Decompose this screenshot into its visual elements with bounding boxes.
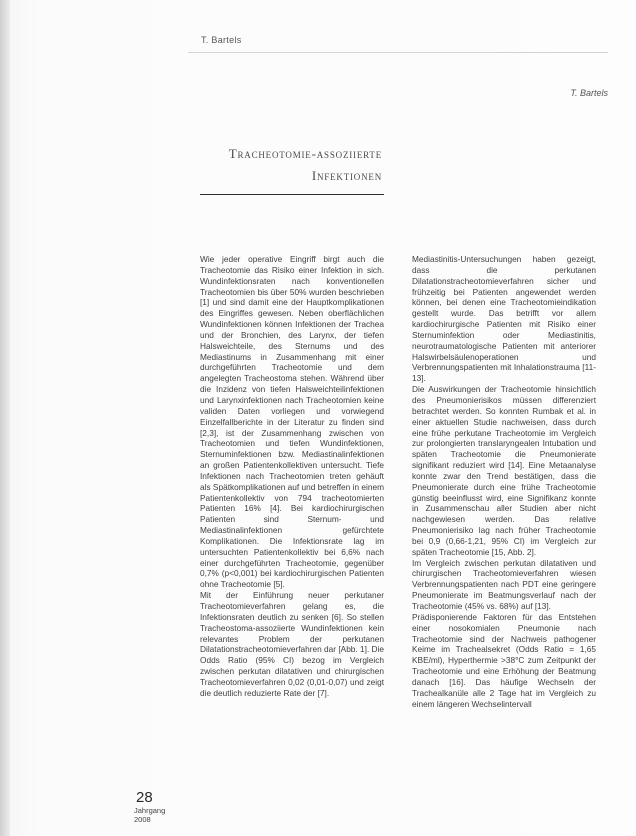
- paragraph: Mediastinitis-Untersuchungen haben gezeigt, dass die perkutanen Dilatationstracheotomieverfahren sicher und frühzeitig bei Patienten angewendet werden können, bei denen eine Tracheotomieindikation gestellt wurde. Das betrifft vor allem kardiochirurgische Patienten mit Risiko einer Sternuminfektion oder Mediastinitis, neurotraumatologische Patienten mit anteriorer Halswirbelsäulenoperationen und Verbrennungspatienten mit Inhalationstrauma [11-13].: [412, 254, 596, 384]
- page-number: 28: [136, 789, 153, 806]
- paragraph: Im Vergleich zwischen perkutan dilatativen und chirurgischen Tracheotomieverfahren wiesen Verbrennungspatienten nach PDT eine geringere Pneumonierate im Beatmungsverlauf nach der Tracheotomie (45% vs. 68%) auf [13].: [412, 557, 596, 611]
- article-title-line-2: Infektionen: [311, 168, 382, 183]
- header-rule: [188, 52, 608, 53]
- body-column-left: [200, 254, 384, 699]
- journal-line: Jahrgang: [134, 806, 166, 815]
- title-underline: [200, 194, 384, 195]
- journal-info: [134, 806, 165, 824]
- article-title-line-1: Tracheotomie-assoziierte: [228, 146, 382, 161]
- paragraph: Die Auswirkungen der Tracheotomie hinsichtlich des Pneumonierisikos müssen differenziert betrachtet werden. So konnten Rumbak et al. in einer aktuellen Studie nachweisen, dass durch eine frühe perkutane Tracheotomie im Vergleich zur prolongierten translaryngealen Intubation und späten Tracheotomie die Pneumonierate signifikant reduziert wird [14]. Eine Metaanalyse konnte zwar den Trend bestätigen, dass die Pneumonierate durch eine frühe Tracheotomie günstig beeinflusst wird, eine Signifikanz konnte in Zusammenschau aller Studien aber nicht nachgewiesen werden. Das relative Pneumonierisiko lag nach früher Tracheotomie bei 0,9 (0,66-1,21, 95% CI) im Vergleich zur späten Tracheotomie [15, Abb. 2].: [412, 384, 596, 557]
- paragraph: Wie jeder operative Eingriff birgt auch die Tracheotomie das Risiko einer Infektion in sich. Wundinfektionsraten nach konventionellen Tracheotomien bis über 50% wurden beschrieben [1] und sind damit eine der Hauptkomplikationen des Eingriffes gewesen. Neben oberflächlichen Wundinfektionen können Infektionen der Trachea und der Bronchien, des Larynx, der tiefen Halsweichteile, des Sternums und des Mediastinums in Zusammenhang mit einer durchgeführten Tracheotomie und dem angelegten Tracheostoma stehen. Während über die Inzidenz von tiefen Halsweichteilinfektionen und Larynxinfektionen nach Tracheotomien keine validen Daten vorliegen und vorwiegend Einzelfallberichte in der Literatur zu finden sind [2,3], ist der Zusammenhang zwischen von Tracheotomien und tiefen Wundinfektionen, Sternuminfektionen bzw. Mediastinalinfektionen an großen Patientenkollektiven untersucht. Tiefe Infektionen nach Tracheotomien treten gehäuft als Spätkomplikationen auf und betreffen in einem Patientenkollektiv von 794 tracheotomierten Patienten 16% [4]. Bei kardiochirurgischen Patienten sind Sternum- und Mediastinalinfektionen gefürchtete Komplikationen. Die Infektionsrate lag im untersuchten Patientenkollektiv bei 6,6% nach einer durchgeführten Tracheotomie, gegenüber 0,7% (p<0,001) bei kardiochirurgischen Patienten ohne Tracheotomie [5].: [200, 254, 384, 590]
- binding-shadow: [0, 0, 10, 836]
- body-column-right: [412, 254, 596, 709]
- article-title: [200, 143, 382, 187]
- paragraph: Prädisponierende Faktoren für das Entstehen einer nosokomialen Pneumonie nach Tracheotomie sind der Nachweis pathogener Keime im Trachealsekret (Odds Ratio = 1,65 KBE/ml), Hyperthermie >38°C zum Zeitpunkt der Tracheotomie und eine Erhöhung der Beatmung danach [16]. Das häufige Wechseln der Trachealkanüle alle 2 Tage hat im Vergleich zu einem längeren Wechselintervall: [412, 611, 596, 709]
- running-head-right: T. Bartels: [570, 88, 608, 98]
- running-head-left: T. Bartels: [201, 35, 242, 45]
- journal-year: 2008: [134, 815, 151, 824]
- paragraph: Mit der Einführung neuer perkutaner Tracheotomieverfahren gelang es, die Infektionsraten deutlich zu senken [6]. So stellen Tracheostoma-assoziierte Wundinfektionen kein relevantes Problem der perkutanen Dilatationstracheotomieverfahren dar [Abb. 1]. Die Odds Ratio (95% CI) bezog im Vergleich zwischen perkutan dilatativen und chirurgischen Tracheotomieverfahren 0,02 (0,01-0,07) und zeigt die deutlich reduzierte Rate der [7].: [200, 590, 385, 698]
